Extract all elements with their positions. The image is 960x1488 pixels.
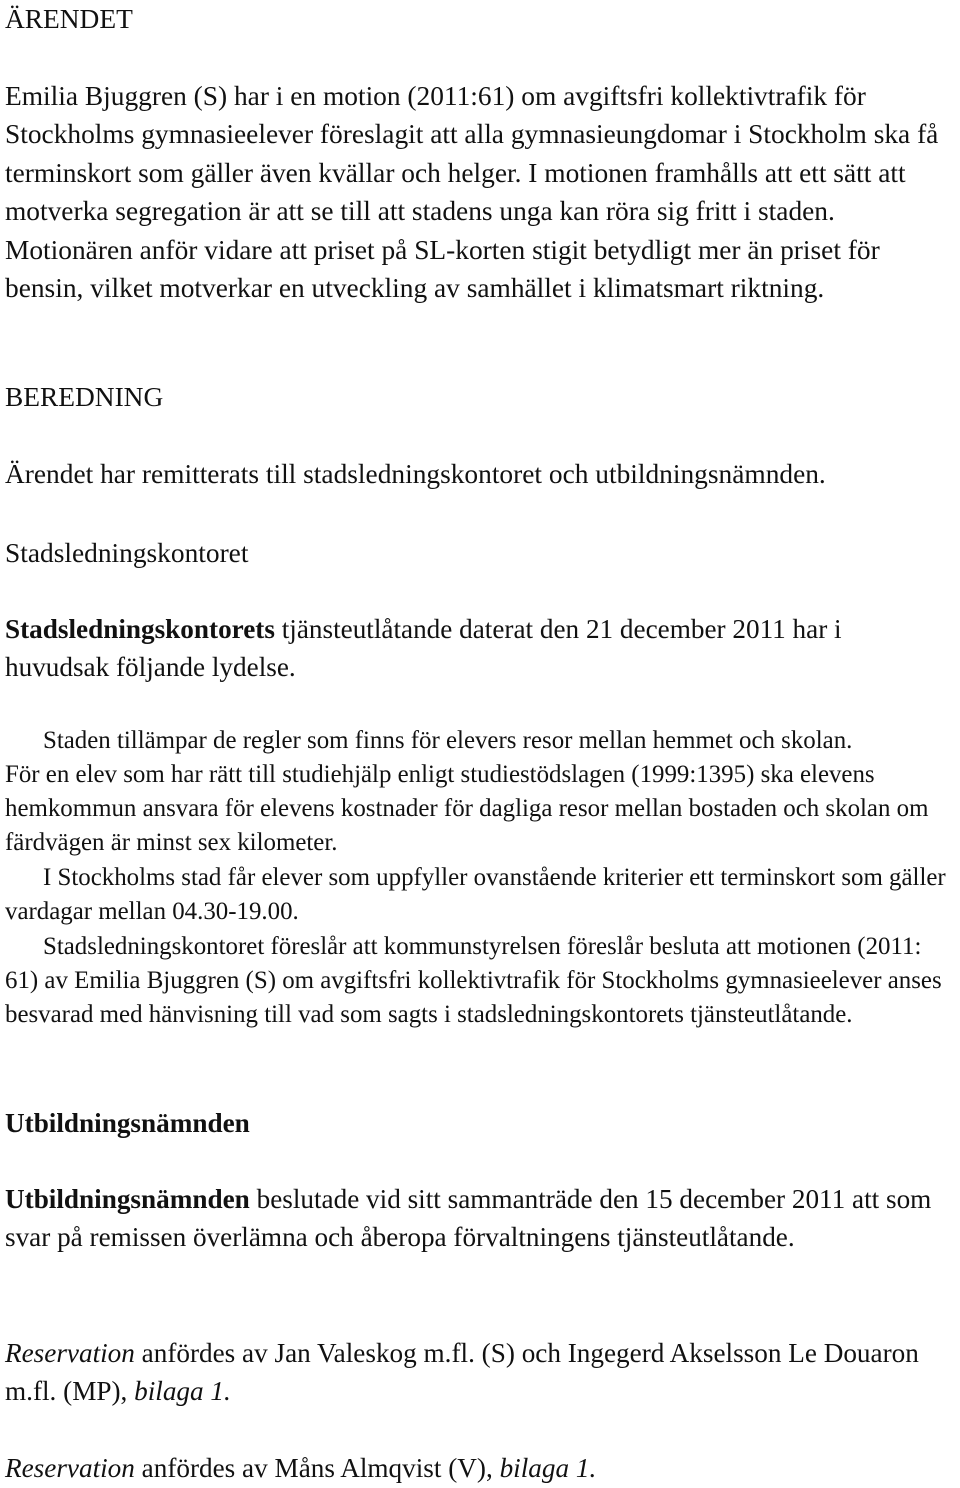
reservation-1-label: Reservation — [5, 1338, 135, 1368]
reservation-2 — [5, 1450, 950, 1488]
reservation-2-attachment: bilaga 1. — [499, 1453, 597, 1483]
quote-paragraph-4: Stadsledningskontoret föreslår att kommunstyrelsen föreslår besluta att motionen (2011: 61) av Emilia Bjuggren (S) om avgiftsfri kollektivtrafik för Stockholms gymnasieelever anses besvarad med hänvisning till vad som sagts i stadsledningskontorets tjänsteutlåtande. — [5, 933, 942, 1029]
heading-arendet: ÄRENDET — [5, 4, 133, 34]
stadsledning-intro-bold: Stadsledningskontorets — [5, 614, 275, 644]
reservation-1-text: anfördes av Jan Valeskog m.fl. (S) och Ingegerd Akselsson Le Douaron m.fl. (MP), — [5, 1338, 919, 1406]
arendet-paragraph: Emilia Bjuggren (S) har i en motion (2011:61) om avgiftsfri kollektivtrafik för Stockholms gymnasieelever föreslagit att alla gymnasieungdomar i Stockholm ska få terminskort som gäller även kvällar och helger. I motionen framhålls att ett sätt att motverka segregation är att se till att stadens unga kan röra sig fritt i staden. Motionären anför vidare att priset på SL-korten stigit betydligt mer än priset för bensin, vilket motverkar en utveckling av samhället i klimatsmart riktning. — [5, 81, 939, 304]
heading-utbildningsnamnden: Utbildningsnämnden — [5, 1108, 250, 1138]
quote-paragraph-2: För en elev som har rätt till studiehjälp enligt studiestödslagen (1999:1395) ska elevens hemkommun ansvara för elevens kostnader för dagliga resor mellan bostaden och skolan om färdvägen är minst sex kilometer. — [5, 761, 929, 857]
utbildning-paragraph-rest: beslutade vid sitt sammanträde den 15 december 2011 att som svar på remissen överlämna och åberopa förvaltningens tjänsteutlåtande. — [5, 1184, 932, 1252]
reservation-2-label: Reservation — [5, 1453, 135, 1483]
reservation-2-text: anfördes av Måns Almqvist (V), — [134, 1453, 500, 1483]
utbildning-paragraph-bold: Utbildningsnämnden — [5, 1184, 250, 1214]
utbildning-paragraph — [5, 1181, 950, 1256]
heading-beredning: BEREDNING — [5, 382, 164, 412]
stadsledning-intro-rest: tjänsteutlåtande daterat den 21 december 2011 har i huvudsak följande lydelse. — [5, 614, 842, 682]
stadsledning-intro — [5, 611, 950, 686]
beredning-paragraph: Ärendet har remitterats till stadsledningskontoret och utbildningsnämnden. — [5, 459, 826, 489]
heading-stadsledningskontoret: Stadsledningskontoret — [5, 538, 249, 568]
quote-paragraph-3: I Stockholms stad får elever som uppfyller ovanstående kriterier ett terminskort som gäller vardagar mellan 04.30-19.00. — [5, 864, 946, 926]
reservation-1 — [5, 1335, 950, 1410]
reservation-1-attachment: bilaga 1. — [134, 1375, 231, 1406]
quote-paragraph-1: Staden tillämpar de regler som finns för elevers resor mellan hemmet och skolan. — [43, 727, 853, 754]
